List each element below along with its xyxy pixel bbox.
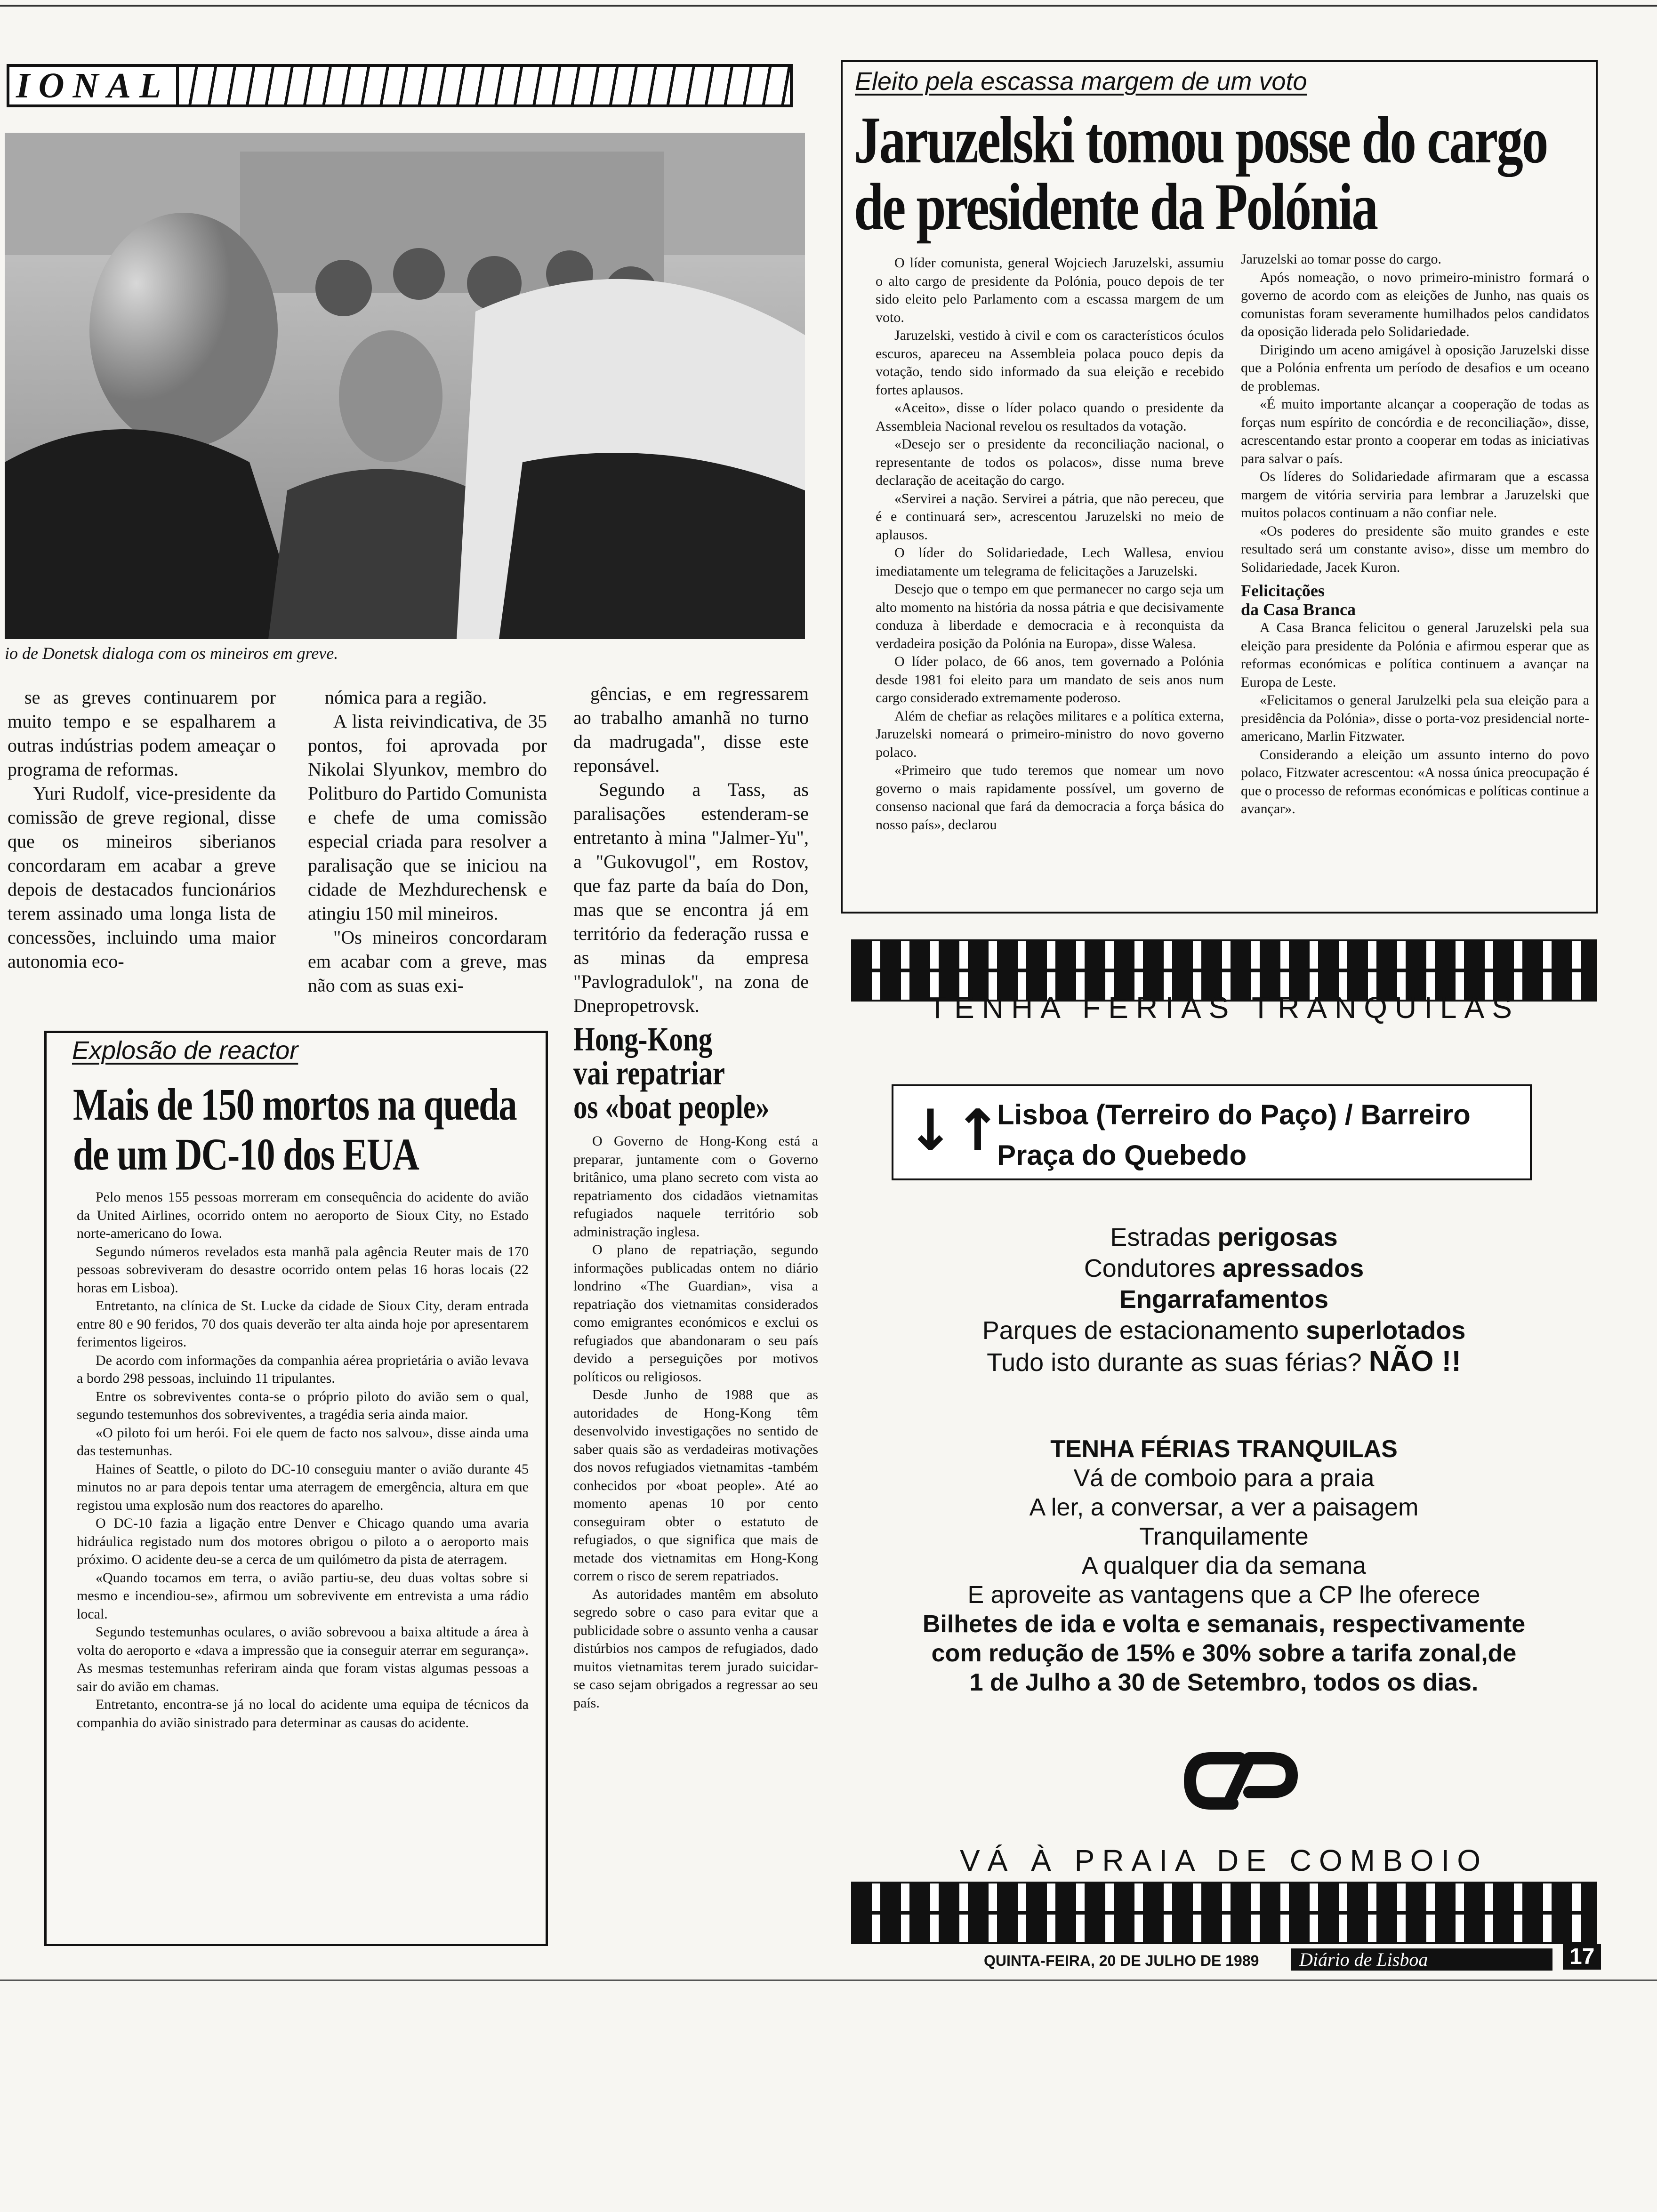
explosion-headline-line1: Mais de 150 mortos na queda: [73, 1079, 516, 1130]
subhead-line: Felicitações: [1241, 581, 1325, 600]
ad-route-line2: Praça do Quebedo: [997, 1139, 1247, 1171]
bottom-rule: [0, 1980, 1657, 1981]
explosion-paragraph: «O piloto foi um herói. Foi ele quem de facto nos salvou», disse ainda uma das testemunhas.: [77, 1425, 529, 1459]
subhead-line: da Casa Branca: [1241, 600, 1356, 619]
ad-checker-bottom-2: [851, 1913, 1597, 1944]
ad-banner-bottom: VÁ À PRAIA DE COMBOIO: [960, 1843, 1488, 1877]
strike-column-2: [308, 685, 547, 997]
explosion-paragraph: De acordo com informações da companhia aérea proprietária o avião levava a bordo 298 pessoas, incluindo 11 tripulantes.: [77, 1352, 529, 1386]
jaruzelski-paragraph: Após nomeação, o novo primeiro-ministro formará o governo de acordo com as eleições de Junho, nas quais os comunistas foram severamente humilhados pelos candidatos da oposição liderada pelo Solidariedade.: [1241, 269, 1589, 339]
explosion-paragraph: Segundo testemunhas oculares, o avião sobrevoou a baixa altitude a área à volta do aeroporto e «dava a impressão que ia conseguir aterrar em segurança». As mesmas testemunhas referiram ainda que foram vistas algumas pessoas a sair do avião em chamas.: [77, 1624, 529, 1694]
ad-problem-line: [851, 1315, 1597, 1346]
section-banner: [7, 64, 793, 107]
jaruzelski-paragraph: Jaruzelski ao tomar posse do cargo.: [1241, 251, 1441, 267]
ad-banner-top: TENHA FÉRIAS TRANQUILAS: [928, 991, 1520, 1025]
explosion-paragraph: Pelo menos 155 pessoas morreram em consequência do acidente do avião da United Airlines, ocorrido ontem no aeroporto de Sioux City, no Estado norte-americano do Iowa.: [77, 1189, 529, 1241]
jaruzelski-paragraph: «Aceito», disse o líder polaco quando o presidente da Assembleia Nacional revelou os resultados da votação.: [876, 400, 1224, 434]
jaruzelski-paragraph: «Os poderes do presidente são muito grandes e este resultado será um constante aviso», disse um membro do Solidariedade, Jacek Kuron.: [1241, 523, 1589, 575]
strike-col1-paragraph: Yuri Rudolf, vice-presidente da comissão de greve regional, disse que os mineiros siberianos concordaram em acabar a greve depois de destacados funcionários terem assinado uma longa lista de concessões, incluindo uma maior autonomia eco-: [8, 783, 276, 972]
explosion-headline-line2: de um DC-10 dos EUA: [73, 1129, 419, 1179]
ad-offer-line: A qualquer dia da semana: [1081, 1552, 1367, 1579]
jaruzelski-paragraph: O líder comunista, general Wojciech Jaruzelski, assumiu o alto cargo de presidente da Polónia, pouco depois de ter sido eleito pelo Parlamento com a escassa margem de um voto.: [876, 255, 1224, 325]
jaruzelski-paragraph: Além de chefiar as relações militares e a política externa, Jaruzelski nomeará o primeiro-ministro do novo governo polaco.: [876, 708, 1224, 760]
ad-offer-line: 1 de Julho a 30 de Setembro, todos os dias.: [969, 1669, 1479, 1696]
ad-route-box: [892, 1084, 1532, 1180]
ad-text: Parques de estacionamento: [982, 1316, 1306, 1345]
strike-col3-paragraph: gências, e em regressarem ao trabalho amanhã no turno da madrugada", disse este reponsável.: [573, 683, 809, 776]
hongkong-paragraph: O plano de repatriação, segundo informações publicadas ontem no diário londrino «The Guardian», visa a repatriação dos vietnamitas considerados como emigrantes económicos e exclui os refugiados que abandonaram o seu país devido a perseguições por motivos políticos ou religiosos.: [573, 1242, 818, 1385]
jaruzelski-paragraph: O líder polaco, de 66 anos, tem governado a Polónia desde 1981 foi eleito para um mandato de seis anos num cargo considerado extremamente poderoso.: [876, 654, 1224, 705]
hongkong-headline-line2: vai repatriar: [573, 1054, 725, 1092]
jaruzelski-article: [841, 60, 1598, 914]
top-rule: [0, 0, 1657, 7]
ad-offer-line: Vá de comboio para a praia: [1073, 1465, 1375, 1492]
explosion-paragraph: «Quando tocamos em terra, o avião partiu-se, deu duas voltas sobre si mesmo e incendiou-se», afirmou um sobrevivente em entrevista a uma rádio local.: [77, 1570, 529, 1622]
ad-problem-line: [851, 1346, 1597, 1378]
jaruzelski-paragraph: O líder do Solidariedade, Lech Wallesa, enviou imediatamente um telegrama de felicitações a Jaruzelski.: [876, 545, 1224, 579]
explosion-kicker: Explosão de reactor: [72, 1036, 298, 1065]
explosion-paragraph: Segundo números revelados esta manhã pala agência Reuter mais de 170 pessoas sobreviveram do desastre ocorrido ontem pelas 16 horas locais (22 horas em Lisboa).: [77, 1243, 529, 1296]
up-down-arrows-icon: ↓↑: [907, 1098, 1002, 1163]
strike-col1-paragraph: se as greves continuarem por muito tempo e se espalharem a outras indústrias podem ameaçar o programa de reformas.: [8, 687, 276, 780]
ad-problems: [851, 1222, 1597, 1378]
ad-route-line1: Lisboa (Terreiro do Paço) / Barreiro: [997, 1099, 1471, 1130]
ad-checker-bottom-1: [851, 1882, 1597, 1913]
ad-text: Tudo isto durante as suas férias?: [987, 1348, 1369, 1377]
jaruzelski-column-1: [876, 254, 1224, 834]
ad-checker-top-1: [851, 939, 1597, 970]
hongkong-paragraph: As autoridades mantêm em absoluto segredo sobre o caso para evitar que a publicidade sobre o assunto venha a causar distúrbios nos campos de refugiados, dado muitos vietnamitas terem jurado suicidar-se caso sejam obrigados a regressar ao seu país.: [573, 1586, 818, 1711]
ad-offer-line: Bilhetes de ida e volta e semanais, respectivamente: [922, 1611, 1526, 1638]
cp-logo-mark: [1183, 1752, 1298, 1810]
hongkong-paragraph: Desde Junho de 1988 que as autoridades de Hong-Kong têm desenvolvido investigações no sentido de saber quais são as verdadeiras motivações dos novos refugiados vietnamitas -também conhecidos por «boat people». Até ao momento apenas 10 por cento conseguiram obter o estatuto de refugiados, o que significa que mais de metade dos vietnamitas em Hong-Kong correm o risco de serem repatriados.: [573, 1387, 818, 1584]
jaruzelski-paragraph: A Casa Branca felicitou o general Jaruzelski pela sua eleição para presidente da Polónia e afirmou esperar que as reformas económicas e política continuem a avançar na Europa de Leste.: [1241, 620, 1589, 690]
strike-column-3: [573, 681, 809, 1018]
explosion-paragraph: O DC-10 fazia a ligação entre Denver e Chicago quando uma avaria hidráulica registado num dos motores obrigou o piloto a o aeroporto mais próximo. O acidente deu-se a cerca de um quilómetro da pista de aterragem.: [77, 1515, 529, 1567]
jaruzelski-kicker: Eleito pela escassa margem de um voto: [855, 67, 1307, 96]
ad-offer-line: Tranquilamente: [1139, 1523, 1309, 1550]
footer-date: QUINTA-FEIRA, 20 DE JULHO DE 1989: [984, 1952, 1259, 1969]
ad-problem-line: [851, 1284, 1597, 1315]
hongkong-body: [573, 1132, 818, 1712]
strike-col2-paragraph: nómica para a região.: [325, 687, 487, 708]
jaruzelski-headline-line2: de presidente da Polónia: [854, 169, 1377, 244]
strike-col2-paragraph: A lista reivindicativa, de 35 pontos, foi aprovada por Nikolai Slyunkov, membro do Politburo do Partido Comunista e chefe de uma comissão especial criada para resolver a paralisação que se iniciou na cidade de Mezhdurechensk e atingiu 150 mil mineiros.: [308, 711, 547, 924]
jaruzelski-paragraph: «Felicitamos o general Jarulzelki pela sua eleição para a presidência da Polónia», disse o porta-voz presidencial norte-americano, Marlin Fitzwater.: [1241, 692, 1589, 744]
cp-logo: [1183, 1752, 1298, 1810]
jaruzelski-paragraph: Considerando a eleição um assunto interno do povo polaco, Fitzwater acrescentou: «A nossa única preocupação é que o processo de reformas económicas e políticas continue a avançar».: [1241, 746, 1589, 817]
ad-text: Condutores: [1084, 1254, 1223, 1282]
footer-masthead: Diário de Lisboa: [1291, 1948, 1552, 1971]
explosion-paragraph: Entretanto, encontra-se já no local do acidente uma equipa de técnicos da companhia do avião sinistrado para determinar as causas do acidente.: [77, 1697, 529, 1731]
ad-emphasis: NÃO !!: [1368, 1345, 1461, 1378]
ad-offer-line: A ler, a conversar, a ver a paisagem: [1029, 1494, 1419, 1521]
strike-col2-paragraph: "Os mineiros concordaram em acabar com a greve, mas não com as suas exi-: [308, 927, 547, 996]
explosion-article: [44, 1031, 548, 1946]
jaruzelski-paragraph: «É muito importante alcançar a cooperação de todas as forças num espírito de concórdia e de reconciliação», disse, acrescentando estar pronto a cooperar em todas as iniciativas para salvar o país.: [1241, 396, 1589, 466]
strike-column-1: [8, 685, 276, 973]
ad-problem-line: [851, 1253, 1597, 1284]
jaruzelski-paragraph: Os líderes do Solidariedade afirmaram que a escassa margem de vitória serviria para lembrar a Jaruzelski que muitos polacos continuam a não confiar nele.: [1241, 469, 1589, 521]
hongkong-article: [573, 1022, 818, 1712]
ad-problem-line: [851, 1222, 1597, 1253]
ad-emphasis: perigosas: [1217, 1223, 1338, 1251]
photo-image: [5, 133, 805, 639]
jaruzelski-paragraph: Dirigindo um aceno amigável à oposição Jaruzelski disse que a Polónia enfrenta um período de desafios e um oceano de problemas.: [1241, 342, 1589, 394]
explosion-paragraph: Entretanto, na clínica de St. Lucke da cidade de Sioux City, deram entrada entre 80 e 90 feridos, 70 dos quais deverão ter alta ainda hoje por apresentarem ferimentos ligeiros.: [77, 1298, 529, 1350]
ad-offer-title: TENHA FÉRIAS TRANQUILAS: [1050, 1435, 1398, 1463]
jaruzelski-paragraph: «Desejo ser o presidente da reconciliação nacional, o representante de todos os polacos», disse numa breve declaração de aceitação do cargo.: [876, 436, 1224, 488]
section-tag: IONAL: [7, 64, 179, 107]
ad-offer-line: E aproveite as vantagens que a CP lhe oferece: [967, 1581, 1480, 1609]
jaruzelski-paragraph: Jaruzelski, vestido à civil e com os característicos óculos escuros, apareceu na Assembleia polaca pouco depis da votação, tendo sido informado da sua eleição e recebido fortes aplausos.: [876, 328, 1224, 398]
section-hatch: [179, 64, 793, 107]
ad-emphasis: Engarrafamentos: [1119, 1285, 1329, 1314]
strike-photo: [5, 133, 805, 639]
strike-col3-paragraph: Segundo a Tass, as paralisações estenderam-se entretanto à mina "Jalmer-Yu", a "Gukovugol", em Rostov, que faz parte da baía do Don, mas que se encontra já em território da federação russa e as minas da empresa "Pavlogradulok", na zona de Dnepropetrovsk.: [573, 779, 809, 1016]
page-number: 17: [1563, 1944, 1601, 1970]
jaruzelski-paragraph: Desejo que o tempo em que permanecer no cargo seja um alto momento na história da nossa pátria e que decisivamente conduza à liberdade e democracia e à reconquista da verdadeira posição da Polónia na Europa», disse Walesa.: [876, 581, 1224, 651]
photo-caption: io de Donetsk dialoga com os mineiros em greve.: [5, 644, 338, 663]
hongkong-paragraph: O Governo de Hong-Kong está a preparar, juntamente com o Governo britânico, uma plano secreto com vista ao repatriamento dos cidadãos vietnamitas refugiados naquele território sob administração inglesa.: [573, 1133, 818, 1240]
ad-emphasis: superlotados: [1306, 1316, 1466, 1345]
explosion-paragraph: Haines of Seattle, o piloto do DC-10 conseguiu manter o avião durante 45 minutos no ar para depois tentar uma aterragem de emergência, altura em que registou uma explosão num dos reactores do aparelho.: [77, 1461, 529, 1513]
ad-emphasis: apressados: [1223, 1254, 1364, 1282]
explosion-paragraph: Entre os sobreviventes conta-se o próprio piloto do avião sem o qual, segundo testemunhos dos sobreviventes, a tragédia seria ainda maior.: [77, 1388, 529, 1422]
ad-offer: [851, 1435, 1597, 1697]
jaruzelski-headline-line1: Jaruzelski tomou posse do cargo: [854, 103, 1547, 177]
hongkong-headline-line1: Hong-Kong: [573, 1020, 713, 1058]
ad-offer-line: com redução de 15% e 30% sobre a tarifa zonal,de: [931, 1640, 1517, 1667]
white-house-subhead: [1241, 581, 1589, 619]
hongkong-headline-line3: os «boat people»: [573, 1088, 770, 1126]
jaruzelski-paragraph: «Servirei a nação. Servirei a pátria, que não pereceu, que é e continuará ser», acrescentou Jaruzelski no meio de aplausos.: [876, 490, 1224, 543]
explosion-body: [77, 1188, 529, 1732]
ad-text: Estradas: [1110, 1223, 1218, 1251]
jaruzelski-paragraph: «Primeiro que tudo teremos que nomear um novo governo o mais rapidamente possível, um governo de consenso nacional que fará da democracia a força básica do nosso país», declarou: [876, 762, 1224, 833]
jaruzelski-column-2: [1241, 250, 1589, 818]
